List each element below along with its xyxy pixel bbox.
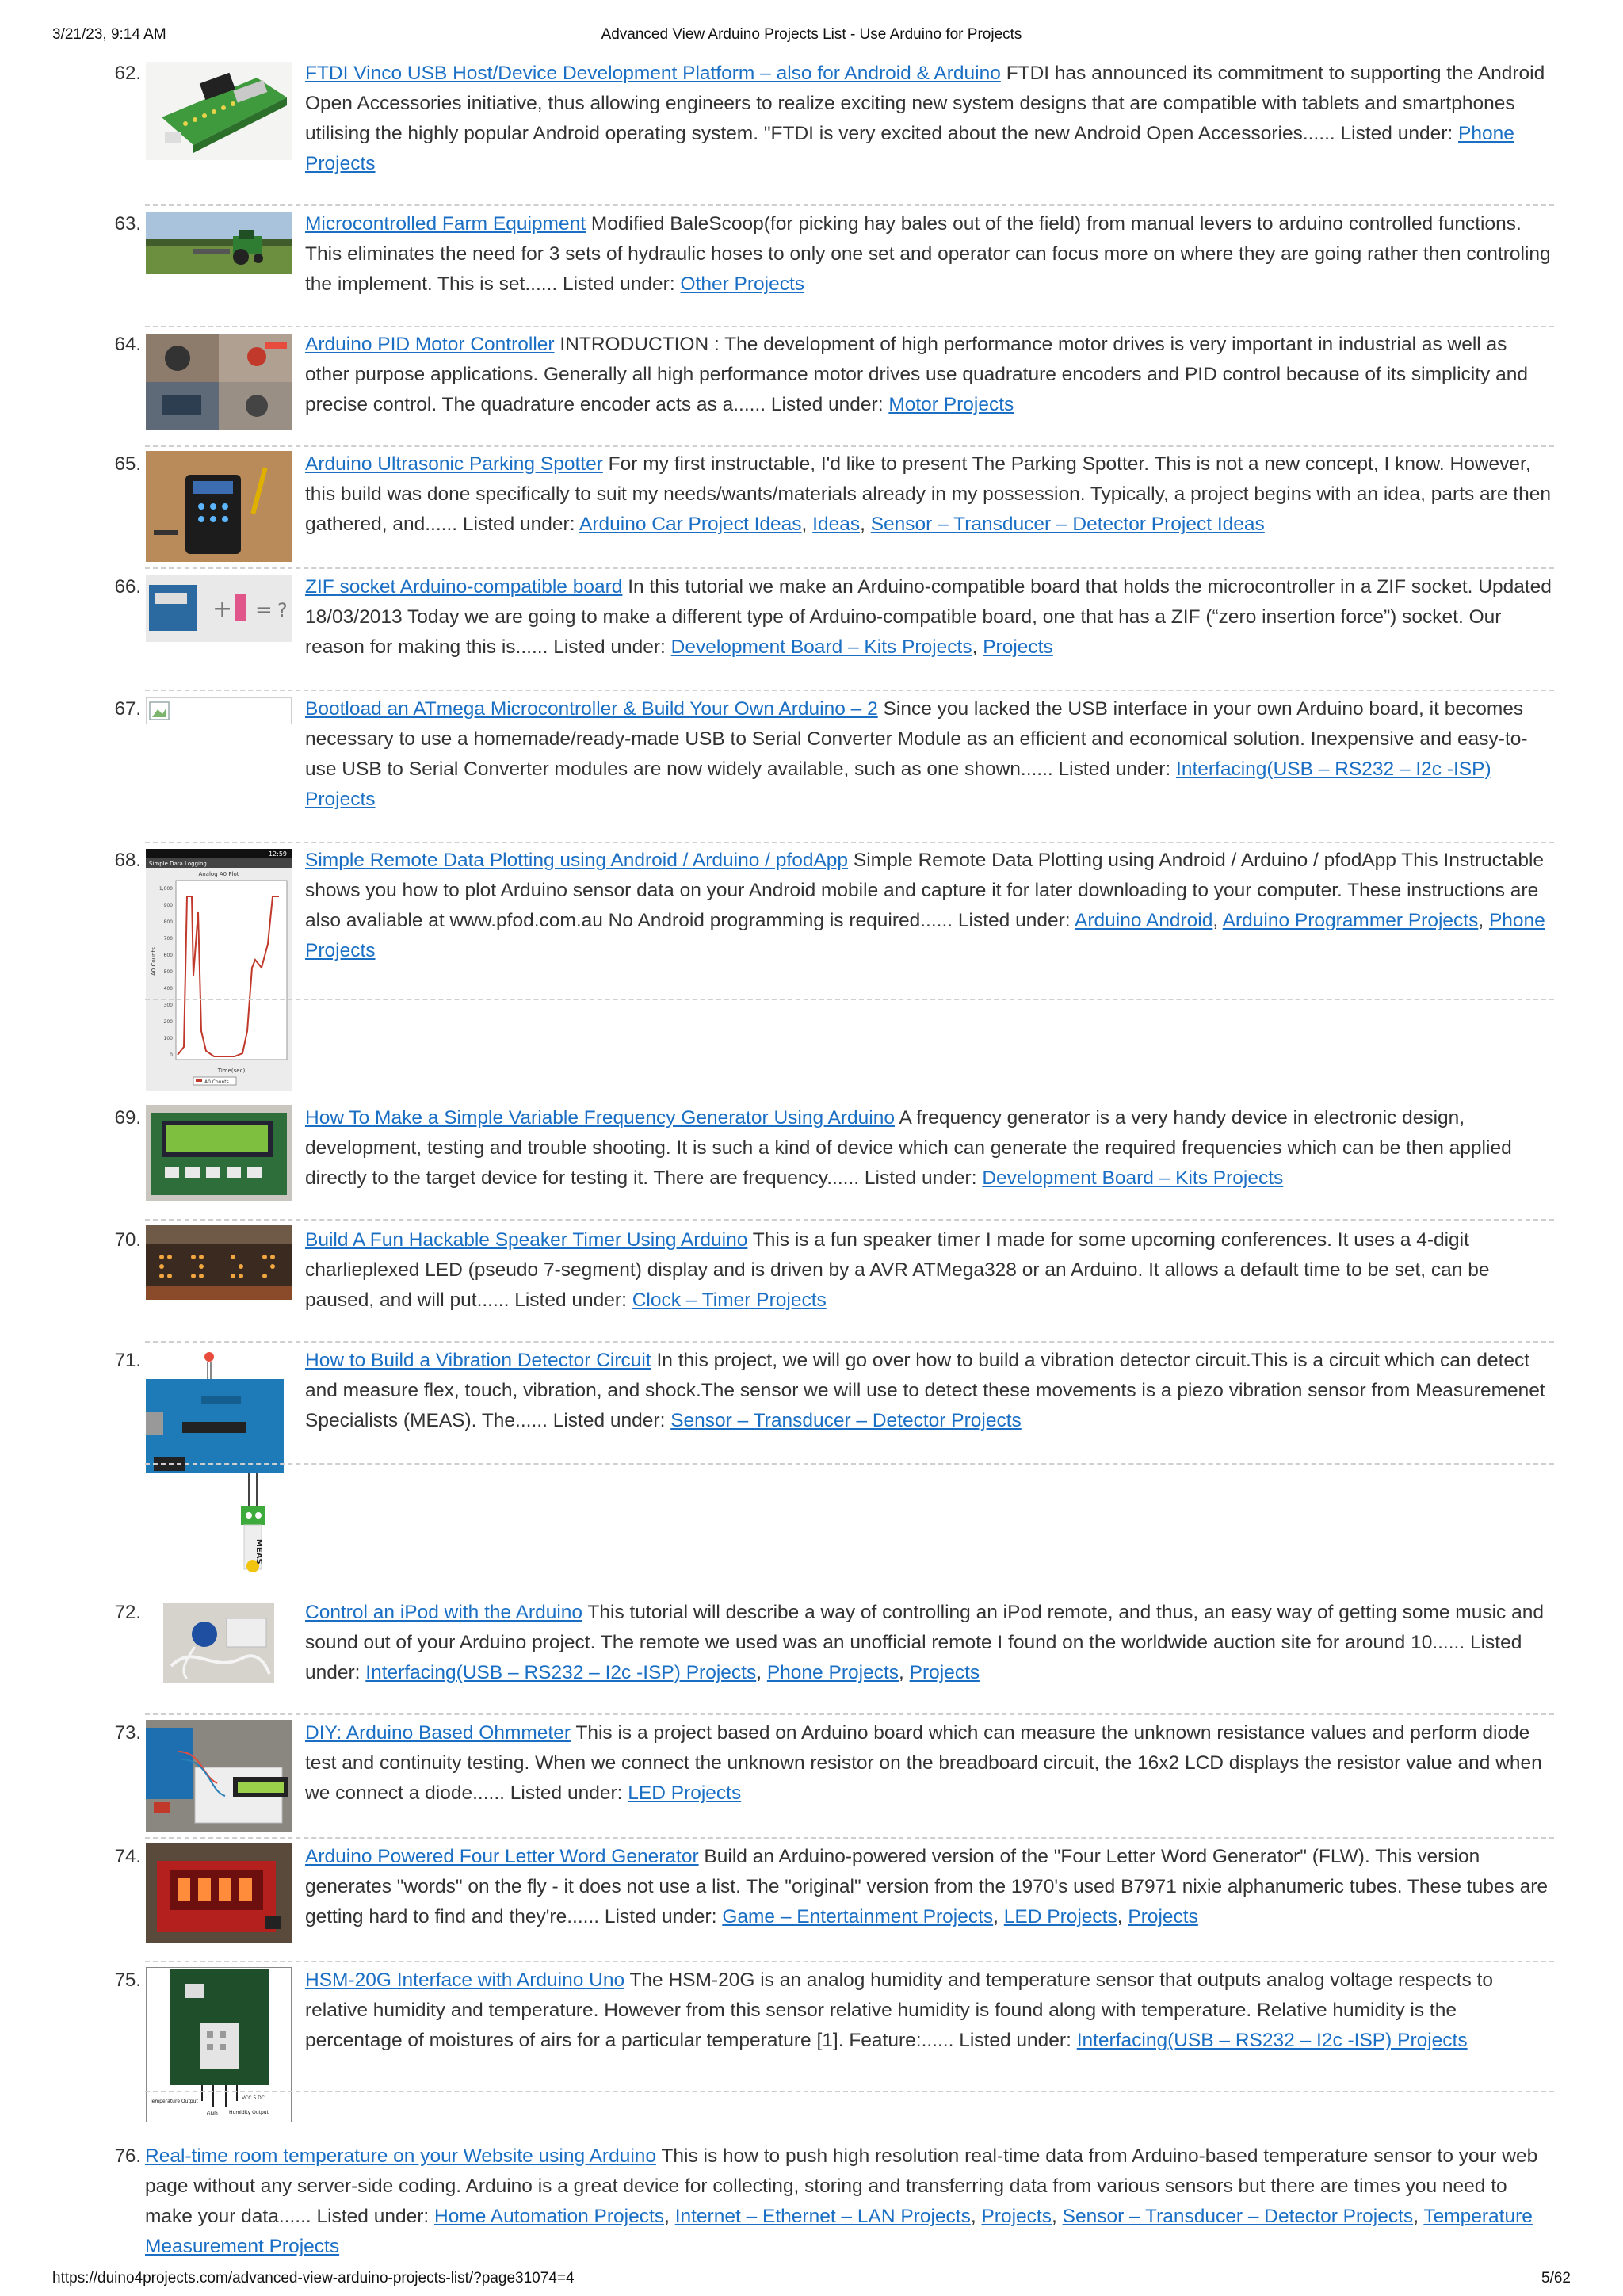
category-link[interactable]: Temperature Measurement Projects	[145, 2206, 1533, 2257]
item-number: 72.	[114, 1602, 141, 1623]
legend-label: A0 Counts	[204, 1079, 229, 1085]
project-description: The HSM-20G is an analog humidity and temperature sensor that outputs analog voltage respects to relative humidity and temperature. However from this sensor relative humidity is found along with temperature. Relative humidity is the percentage of moistures of airs for a particular temperature [1]. Feature:......	[305, 1969, 1493, 2051]
project-description: INTRODUCTION : The development of high performance motor drives is very important in industrial as well as other purpose applications. Generally all high performance motor drives use quadrature encoders and PID control because of its simplicity and precise control. The quadrature encoder acts as a......	[305, 334, 1528, 415]
category-link[interactable]: Projects	[1128, 1906, 1198, 1927]
item-number: 70.	[114, 1229, 141, 1251]
item-number: 63.	[114, 213, 141, 235]
listed-under-label: Listed under:	[770, 394, 884, 415]
pin-label-vcc: VCC 5 DC	[242, 2095, 265, 2101]
separator	[145, 842, 1554, 843]
plot-title: Analog A0 Plot	[198, 871, 239, 877]
project-thumbnail[interactable]	[146, 1843, 292, 1943]
item-number: 62.	[114, 63, 141, 84]
category-link[interactable]: Ideas	[812, 514, 861, 535]
project-thumbnail[interactable]	[146, 1225, 292, 1300]
project-title-link[interactable]: FTDI Vinco USB Host/Device Development Platform – also for Android & Arduino	[305, 63, 1001, 84]
project-description: Since you lacked the USB interface in your own Arduino board, it becomes necessary to use a homemade/ready-made USB to Serial Converter Module as an efficient and economical solution. Inexpensive and easy-to-use USB to Serial Converter modules are now widely available, such as one shown......	[305, 698, 1528, 780]
category-link[interactable]: LED Projects	[1003, 1906, 1117, 1927]
item-number: 76.	[114, 2145, 141, 2167]
separator	[145, 567, 1554, 569]
category-link[interactable]: Arduino Car Project Ideas	[579, 514, 802, 535]
y-axis-label: A0 Counts	[151, 947, 157, 976]
tick-label: 100	[163, 1036, 173, 1041]
project-title-link[interactable]: ZIF socket Arduino-compatible board	[305, 576, 623, 598]
project-title-link[interactable]: Arduino PID Motor Controller	[305, 334, 555, 355]
project-description: Simple Remote Data Plotting using Android / Arduino / pfodApp This Instructable shows you how to plot Arduino sensor data on your Android mobile and capture it for later downloading to your computer. These instructions are also avaliable at www.pfod.com.au No Android programming is required......	[305, 850, 1545, 931]
project-title-link[interactable]: How To Make a Simple Variable Frequency Generator Using Arduino	[305, 1107, 895, 1129]
item-number: 75.	[114, 1969, 141, 1991]
project-title-link[interactable]: Arduino Ultrasonic Parking Spotter	[305, 453, 603, 475]
item-text	[305, 1718, 1553, 1809]
separator	[145, 690, 1554, 691]
item-number: 74.	[114, 1846, 141, 1867]
project-description: FTDI has announced its commitment to supporting the Android Open Accessories initiative, thus allowing engineers to realize exciting new system designs that are compatible with tablets and smartphones utilising the highly popular Android operating system. "FTDI is very excited about the new Android Open Accessories......	[305, 63, 1545, 144]
project-description: For my first instructable, I'd like to present The Parking Spotter. This is not a new concept, I know. However, this build was done specifically to suit my needs/wants/materials already in my possession. Typically, a project begins with an idea, parts are then gathered, and......	[305, 453, 1551, 535]
category-link[interactable]: Other Projects	[680, 273, 805, 295]
separator	[145, 204, 1554, 206]
project-title-link[interactable]: HSM-20G Interface with Arduino Uno	[305, 1969, 625, 1991]
print-date: 3/21/23, 9:14 AM	[52, 26, 166, 43]
category-link[interactable]: Arduino Programmer Projects	[1222, 910, 1479, 931]
listed-under-label: Listed under:	[553, 636, 666, 658]
page-counter: 5/62	[1541, 2270, 1571, 2286]
item-text: Arduino Powered Four Letter Word Generator Build an Arduino-powered version of the "Four Letter Word Generator" (FLW). This version generates "words" on the fly - it does not use a list. The "original" version from the 1970's used B7971 nixie alphanumeric tubes. These tubes are getting hard to find and they're...... Listed under: Game – Entertainment Projects, LED Projects, Projects	[305, 1846, 1548, 1927]
tick-label: 1,000	[158, 886, 173, 892]
tick-label: 400	[163, 986, 173, 991]
separator	[145, 1463, 1554, 1465]
category-link[interactable]: Projects	[909, 1662, 980, 1683]
item-text: ZIF socket Arduino-compatible board In this tutorial we make an Arduino-compatible board that holds the microcontroller in a ZIF socket. Updated 18/03/2013 Today we are going to make a different type of Arduino-compatible board, one that has a ZIF (“zero insertion force”) socket. Our reason for making this is...... Listed under: Development Board – Kits Projects, Projects	[305, 576, 1552, 658]
category-link[interactable]: Phone Projects	[305, 910, 1545, 961]
separator	[145, 1219, 1554, 1221]
project-thumbnail[interactable]	[146, 62, 292, 160]
project-title-link[interactable]: DIY: Arduino Based Ohmmeter	[305, 1722, 571, 1744]
project-title-link[interactable]: Microcontrolled Farm Equipment	[305, 213, 586, 235]
category-link[interactable]: Interfacing(USB – RS232 – I2c -ISP) Projects	[1076, 2030, 1468, 2051]
item-number: 68.	[114, 850, 141, 871]
page-url: https://duino4projects.com/advanced-view-arduino-projects-list/?page31074=4	[52, 2270, 575, 2286]
item-text	[305, 1225, 1553, 1316]
pin-label-humidity: Humidity Output	[229, 2110, 269, 2115]
item-number: 71.	[114, 1350, 141, 1371]
category-link[interactable]: Interfacing(USB – RS232 – I2c -ISP) Projects	[365, 1662, 757, 1683]
project-description: This is a fun speaker timer I made for some upcoming conferences. It uses a 4-digit charlieplexed LED (pseudo 7-segment) display and is driven by a AVR ATMega328 or an Arduino. It allows a default time to be set, can be paused, and will put......	[305, 1229, 1490, 1311]
item-text	[305, 694, 1553, 815]
separator	[145, 445, 1554, 447]
project-thumbnail[interactable]	[146, 1967, 292, 2122]
pin-label-temperature: Temperature Output	[150, 2099, 198, 2104]
page-title: Advanced View Arduino Projects List - Use Arduino for Projects	[601, 26, 1022, 43]
tick-label: 500	[163, 969, 173, 975]
broken-image[interactable]	[146, 697, 292, 724]
item-text	[305, 330, 1553, 420]
listed-under-label: Listed under:	[1058, 758, 1171, 780]
project-description: This is a project based on Arduino board which can measure the unknown resistance values and perform diode test and continuity testing. When we connect the unknown resistor on the breadboard circuit, the 16x2 LCD displays the resistor value and when we connect a diode......	[305, 1722, 1542, 1804]
category-link[interactable]: Projects	[983, 636, 1053, 658]
category-link[interactable]: Sensor – Transducer – Detector Projects	[1062, 2206, 1414, 2227]
project-title-link[interactable]: Arduino Powered Four Letter Word Generator	[305, 1846, 699, 1867]
app-name: Simple Data Logging	[149, 861, 207, 867]
project-description: A frequency generator is a very handy device in electronic design, development, testing and trouble shooting. It is such a kind of device which can generate the required frequencies which can be then applied directly to the target device for testing it. There are frequency......	[305, 1107, 1512, 1189]
item-number: 73.	[114, 1722, 141, 1744]
item-text	[305, 1346, 1553, 1436]
category-link[interactable]: Phone Projects	[766, 1662, 899, 1683]
category-link[interactable]: LED Projects	[628, 1782, 742, 1804]
print-header	[0, 26, 1623, 50]
item-text	[305, 1966, 1553, 2056]
project-title-link[interactable]: Build A Fun Hackable Speaker Timer Using Arduino	[305, 1229, 748, 1251]
project-thumbnail[interactable]	[146, 575, 292, 642]
project-thumbnail[interactable]	[163, 1603, 274, 1683]
item-text	[305, 209, 1553, 300]
listed-under-label: Listed under:	[305, 1632, 1522, 1683]
project-thumbnail[interactable]	[146, 451, 292, 562]
project-description: This is how to push high resolution real-time data from Arduino-based temperature sensor to your web page without any server-side coding. Arduino is a great device for collecting, storing and transferring data from various sensors but there are times you need to make your data......	[145, 2145, 1538, 2227]
category-link[interactable]: Sensor – Transducer – Detector Project Ideas	[870, 514, 1265, 535]
listed-under-label: Listed under:	[462, 514, 575, 535]
tick-label: 700	[163, 936, 173, 942]
print-footer	[0, 2270, 1623, 2294]
tick-label: 300	[163, 1003, 173, 1008]
x-axis-label: Time(sec)	[217, 1068, 246, 1074]
listed-under-label: Listed under:	[1340, 123, 1453, 144]
separator	[145, 999, 1554, 1000]
category-link[interactable]: Home Automation Projects	[434, 2206, 665, 2227]
item-text: Arduino Ultrasonic Parking Spotter For my first instructable, I'd like to present The Parking Spotter. This is not a new concept, I know. However, this build was done specifically to suit my needs/wants/materials already in my possession. Typically, a project begins with an idea, parts are then gathered, and...... Listed under: Arduino Car Project Ideas, Ideas, Sensor – Transducer – Detector Project Ideas	[305, 453, 1551, 535]
project-thumbnail[interactable]	[146, 1720, 292, 1832]
svg-text:=: =	[255, 598, 273, 622]
listed-under-label: Listed under:	[514, 1289, 627, 1311]
category-link[interactable]: Game – Entertainment Projects	[722, 1906, 994, 1927]
separator	[145, 2091, 1554, 2092]
category-link[interactable]: Clock – Timer Projects	[632, 1289, 827, 1311]
project-title-link[interactable]: Bootload an ATmega Microcontroller & Build Your Own Arduino – 2	[305, 698, 878, 720]
listed-under-label: Listed under:	[510, 1782, 623, 1804]
separator	[145, 1341, 1554, 1343]
project-title-link[interactable]: Simple Remote Data Plotting using Android / Arduino / pfodApp	[305, 850, 849, 871]
status-time: 12:59	[268, 850, 287, 858]
project-description: In this tutorial we make an Arduino-compatible board that holds the microcontroller in a ZIF socket. Updated 18/03/2013 Today we are going to make a different type of Arduino-compatible board, one that has a ZIF (“zero insertion force”) socket. Our reason for making this is......	[305, 576, 1552, 658]
separator	[145, 1837, 1554, 1839]
tick-label: 800	[163, 919, 173, 925]
project-thumbnail[interactable]	[146, 212, 292, 274]
sensor-label: MEAS	[254, 1539, 263, 1564]
project-description: Build an Arduino-powered version of the "Four Letter Word Generator" (FLW). This version generates "words" on the fly - it does not use a list. The "original" version from the 1970's used B7971 nixie alphanumeric tubes. These tubes are getting hard to find and they're......	[305, 1846, 1548, 1927]
item-text: Control an iPod with the Arduino This tutorial will describe a way of controlling an iPod remote, and thus, an easy way of getting some music and sound out of your Arduino project. The remote we used was an unofficial remote I found on the worldwide auction site for around 10...... Listed under: Interfacing(USB – RS232 – I2c -ISP) Projects, Phone Projects, Projects	[305, 1602, 1544, 1683]
project-thumbnail[interactable]	[146, 1105, 292, 1201]
project-description: This tutorial will describe a way of controlling an iPod remote, and thus, an easy way of getting some music and sound out of your Arduino project. The remote we used was an unofficial remote I found on the worldwide auction site for around 10......	[305, 1602, 1544, 1653]
listed-under-label: Listed under:	[604, 1906, 717, 1927]
item-text: Real-time room temperature on your Website using Arduino This is how to push high resolution real-time data from Arduino-based temperature sensor to your web page without any server-side coding. Arduino is a great device for collecting, storing and transferring data from various sensors but there are times you need to make your data...... Listed under: Home Automation Projects, Internet – Ethernet – LAN Projects, Projects, Sensor – Transducer – Detector Projects, Temperature Measurement Projects	[145, 2145, 1538, 2257]
project-description: Modified BaleScoop(for picking hay bales out of the field) from manual levers to arduino controlled functions. This eliminates the need for 3 sets of hydraulic hoses to only one set and operator can focus more on where they are going rather then controling the implement. This is set......	[305, 213, 1551, 295]
separator	[145, 1713, 1554, 1715]
project-title-link[interactable]: Real-time room temperature on your Website using Arduino	[145, 2145, 657, 2167]
listed-under-label: Listed under:	[552, 1410, 666, 1431]
tick-label: 0	[170, 1052, 173, 1058]
tick-label: 200	[163, 1019, 173, 1025]
tick-label: 900	[163, 903, 173, 908]
project-thumbnail[interactable]	[146, 334, 292, 430]
tick-label: 600	[163, 953, 173, 958]
listed-under-label: Listed under:	[864, 1167, 977, 1189]
category-link[interactable]: Phone Projects	[305, 123, 1514, 174]
project-title-link[interactable]: Control an iPod with the Arduino	[305, 1602, 583, 1623]
category-link[interactable]: Arduino Android	[1075, 910, 1213, 931]
listed-under-label: Listed under:	[562, 273, 675, 295]
category-link[interactable]: Motor Projects	[888, 394, 1014, 415]
item-text	[305, 59, 1553, 179]
listed-under-label: Listed under:	[957, 910, 1071, 931]
svg-text:+: +	[212, 595, 233, 623]
item-text	[305, 1103, 1553, 1194]
pin-label-gnd: GND	[207, 2111, 218, 2117]
item-number: 67.	[114, 698, 141, 720]
category-link[interactable]: Internet – Ethernet – LAN Projects	[674, 2206, 971, 2227]
listed-under-label: Listed under:	[959, 2030, 1071, 2051]
category-link[interactable]: Projects	[981, 2206, 1052, 2227]
category-link[interactable]: Interfacing(USB – RS232 – I2c -ISP) Projects	[305, 758, 1491, 810]
project-thumbnail[interactable]	[146, 849, 292, 1091]
listed-under-label: Listed under:	[316, 2206, 430, 2227]
item-number: 66.	[114, 576, 141, 598]
project-description: In this project, we will go over how to build a vibration detector circuit.This is a circuit which can detect and measure flex, touch, vibration, and shock.The sensor we will use to detect these movements is a piezo vibration sensor from Measuremenet Specialists (MEAS). The......	[305, 1350, 1545, 1431]
item-number: 64.	[114, 334, 141, 355]
separator	[145, 326, 1554, 327]
item-text: Simple Remote Data Plotting using Android / Arduino / pfodApp Simple Remote Data Plotting using Android / Arduino / pfodApp This Instructable shows you how to plot Arduino sensor data on your Android mobile and capture it for later downloading to your computer. These instructions are also avaliable at www.pfod.com.au No Android programming is required...... Listed under: Arduino Android, Arduino Programmer Projects, Phone Projects	[305, 850, 1545, 961]
category-link[interactable]: Development Board – Kits Projects	[982, 1167, 1284, 1189]
project-title-link[interactable]: How to Build a Vibration Detector Circuit	[305, 1350, 651, 1371]
category-link[interactable]: Sensor – Transducer – Detector Projects	[670, 1410, 1022, 1431]
item-number: 65.	[114, 453, 141, 475]
item-number: 69.	[114, 1107, 141, 1129]
separator	[145, 1961, 1554, 1962]
category-link[interactable]: Development Board – Kits Projects	[670, 636, 972, 658]
svg-text:?: ?	[277, 599, 288, 621]
